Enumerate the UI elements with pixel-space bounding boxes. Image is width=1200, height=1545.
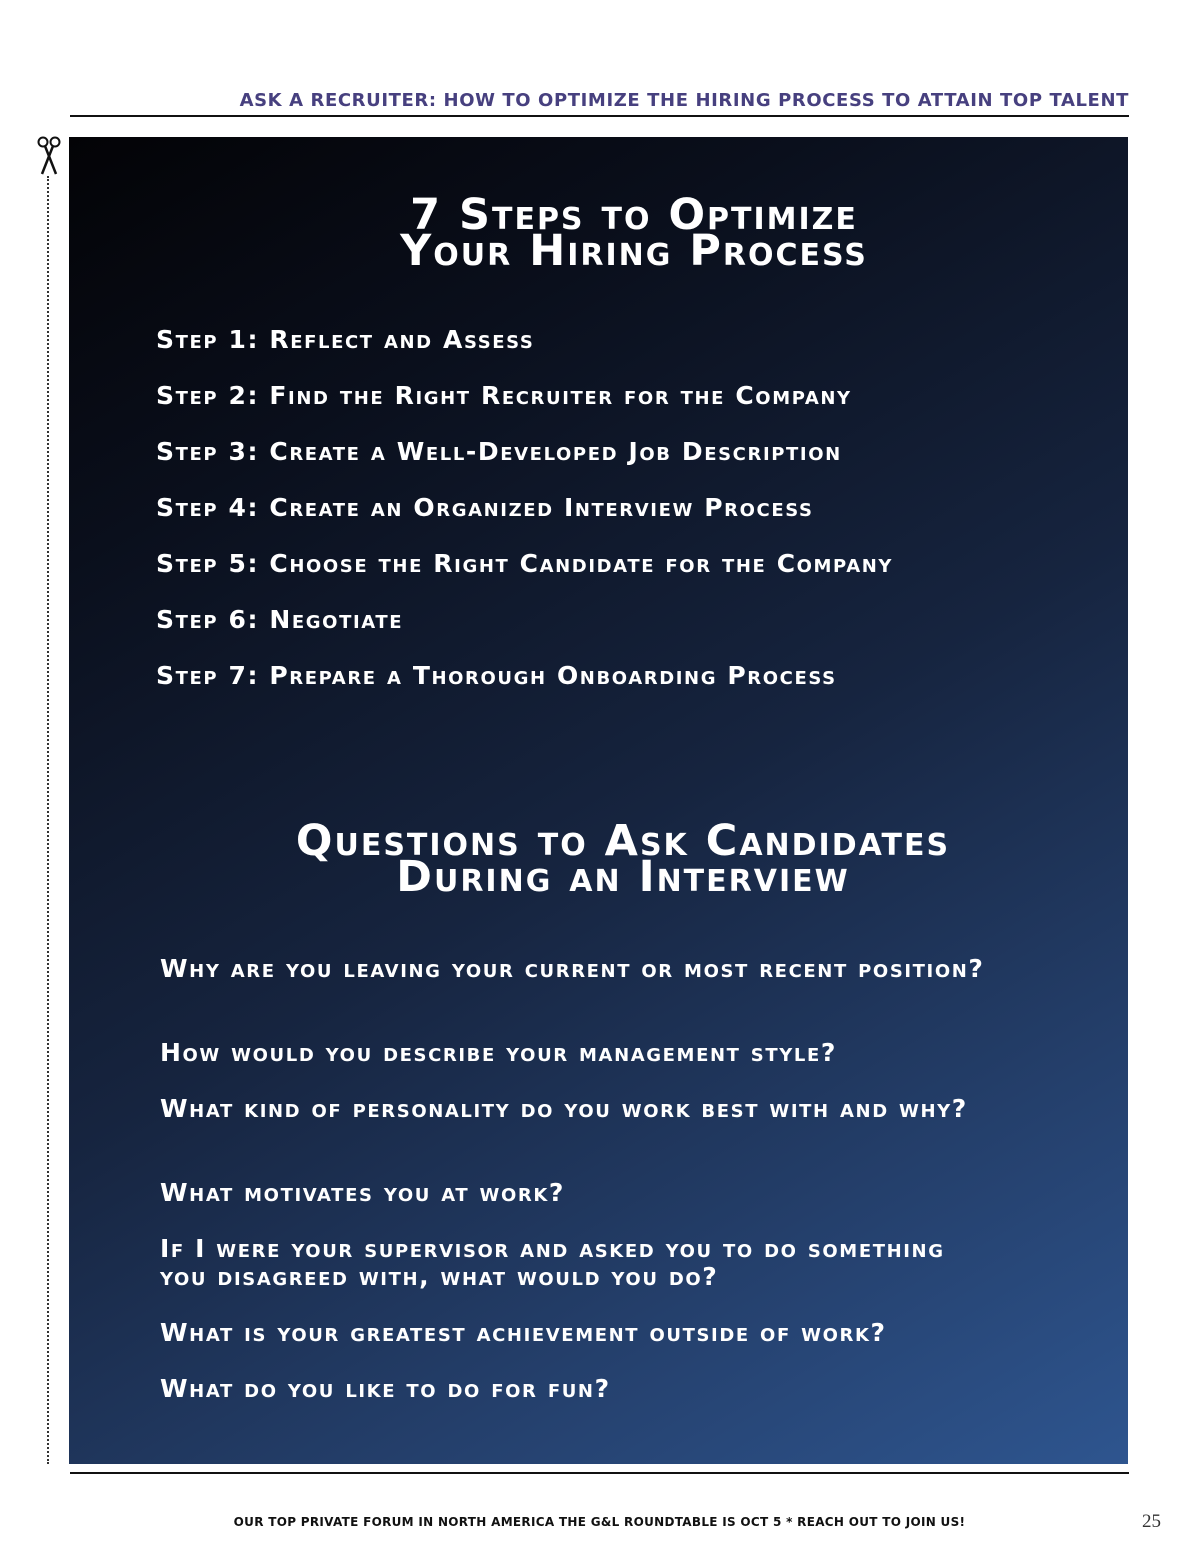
footer-text: OUR TOP PRIVATE FORUM IN NORTH AMERICA THE G&L ROUNDTABLE IS OCT 5 * REACH OUT TO JOIN US! — [233, 1515, 966, 1529]
step-item: Step 6: Negotiate — [156, 605, 404, 634]
footer-divider — [70, 1472, 1129, 1474]
question-item: If I were your supervisor and asked you to do something you disagreed with, what would you do? — [160, 1234, 945, 1291]
steps-heading-line1: 7 Steps to Optimize — [410, 190, 858, 240]
steps-heading-line2: Your Hiring Process — [400, 226, 868, 276]
step-item: Step 2: Find the Right Recruiter for the Company — [156, 381, 852, 410]
question-item: How would you describe your management style? — [160, 1038, 837, 1067]
question-item: Why are you leaving your current or most recent position? — [160, 954, 985, 983]
questions-heading-line2: During an Interview — [396, 852, 850, 902]
question-item: What motivates you at work? — [160, 1178, 566, 1207]
questions-heading-line1: Questions to Ask Candidates — [295, 816, 951, 866]
scissors-icon — [36, 136, 62, 176]
steps-heading — [69, 190, 1199, 276]
content-panel — [69, 137, 1128, 1464]
step-item: Step 3: Create a Well-Developed Job Description — [156, 437, 842, 466]
step-item: Step 1: Reflect and Assess — [156, 325, 535, 354]
cut-line — [47, 176, 49, 1464]
page-number: 25 — [1142, 1511, 1161, 1532]
step-item: Step 7: Prepare a Thorough Onboarding Process — [156, 661, 837, 690]
step-item: Step 4: Create an Organized Interview Process — [156, 493, 814, 522]
question-item: What is your greatest achievement outside of work? — [160, 1318, 887, 1347]
step-item: Step 5: Choose the Right Candidate for the Company — [156, 549, 894, 578]
question-item: What do you like to do for fun? — [160, 1374, 611, 1403]
page-header-title: ASK A RECRUITER: HOW TO OPTIMIZE THE HIRING PROCESS TO ATTAIN TOP TALENT — [239, 90, 1129, 111]
question-item: What kind of personality do you work best with and why? — [160, 1094, 968, 1123]
questions-heading — [69, 816, 1177, 902]
header-divider — [70, 115, 1129, 117]
